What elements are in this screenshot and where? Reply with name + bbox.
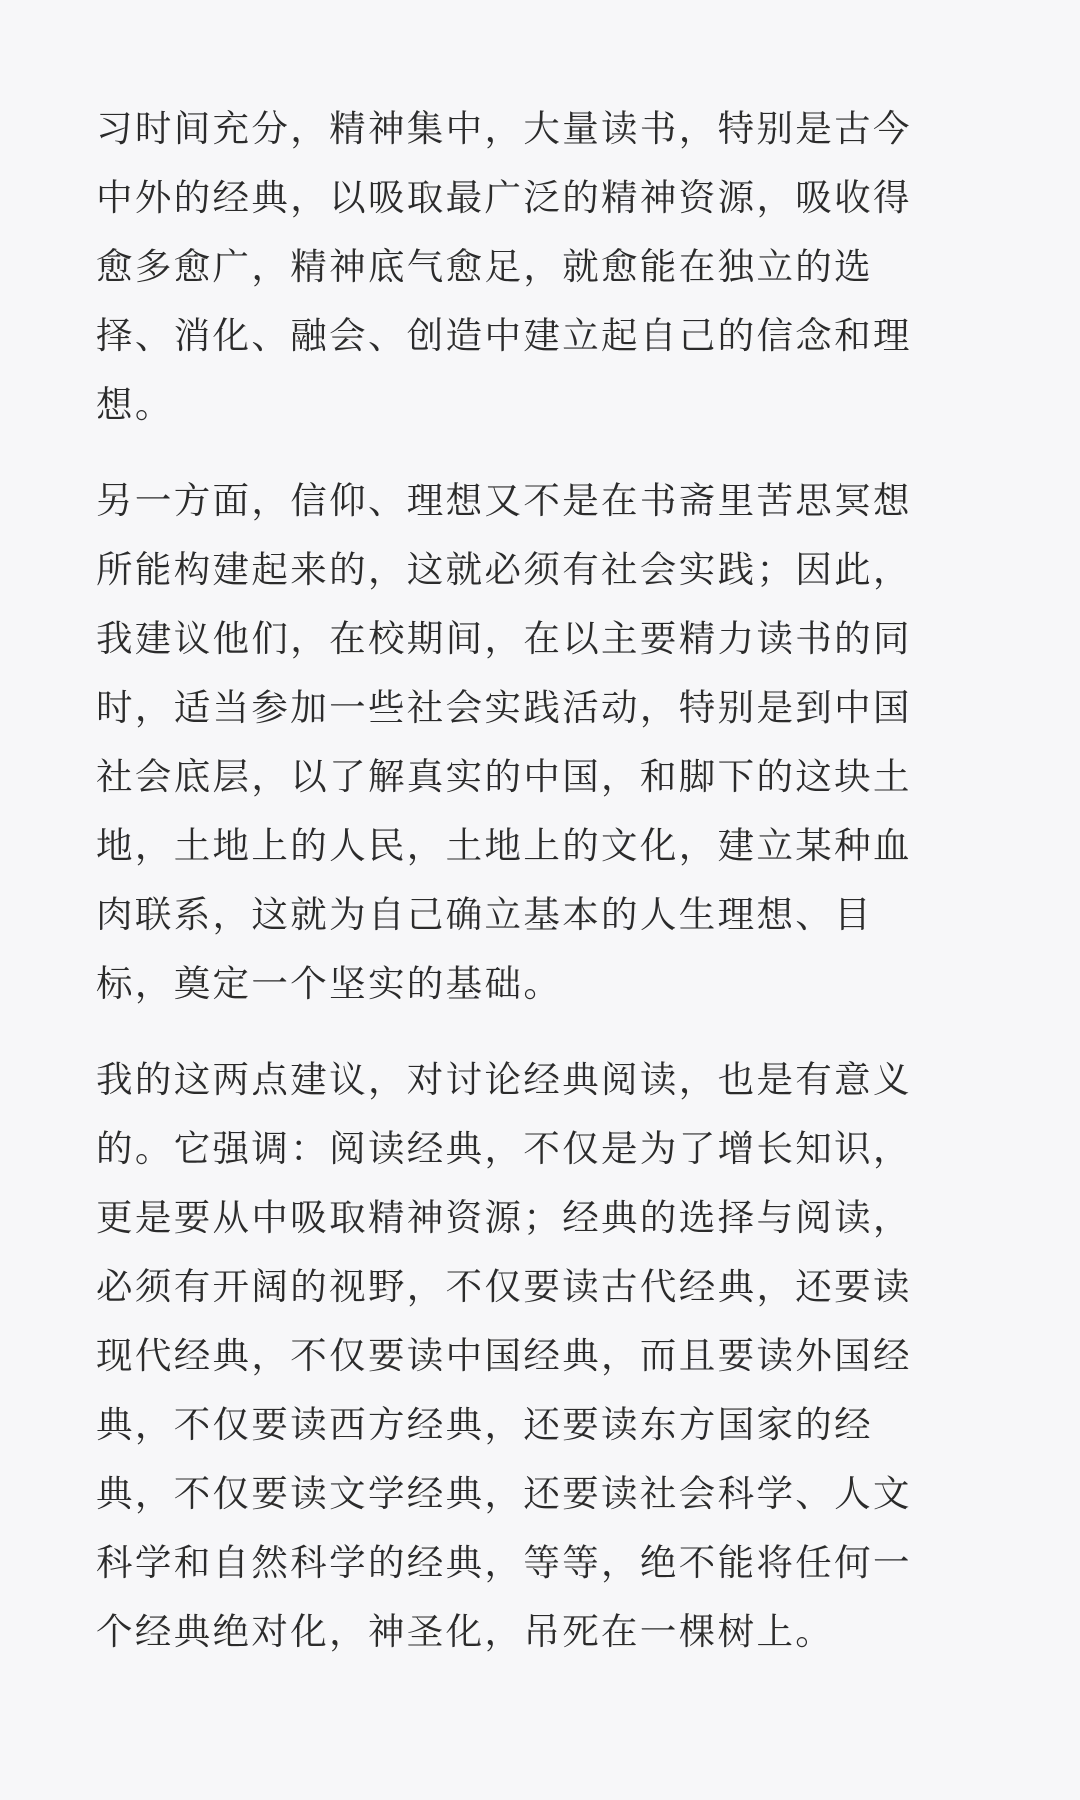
article-body [96, 94, 984, 1693]
text-line: 我的这两点建议，对讨论经典阅读，也是有意义 [96, 1058, 912, 1101]
text-line: 必须有开阔的视野，不仅要读古代经典，还要读 [96, 1265, 912, 1308]
text-line: 地，土地上的人民，土地上的文化，建立某种血 [96, 824, 912, 867]
text-line: 更是要从中吸取精神资源；经典的选择与阅读， [96, 1196, 912, 1239]
text-line: 择、消化、融会、创造中建立起自己的信念和理 [96, 314, 912, 357]
text-line: 想。 [96, 383, 174, 426]
text-line: 典，不仅要读文学经典，还要读社会科学、人文 [96, 1472, 912, 1515]
text-line: 习时间充分，精神集中，大量读书，特别是古今 [96, 107, 912, 150]
text-line: 我建议他们，在校期间，在以主要精力读书的同 [96, 617, 912, 660]
paragraph-1 [96, 94, 984, 439]
text-line: 现代经典，不仅要读中国经典，而且要读外国经 [96, 1334, 912, 1377]
text-line: 标，奠定一个坚实的基础。 [96, 962, 563, 1005]
text-line: 所能构建起来的，这就必须有社会实践；因此， [96, 548, 912, 591]
text-line: 另一方面，信仰、理想又不是在书斋里苦思冥想 [96, 479, 912, 522]
text-line: 时，适当参加一些社会实践活动，特别是到中国 [96, 686, 912, 729]
text-line: 的。它强调：阅读经典，不仅是为了增长知识， [96, 1127, 912, 1170]
text-line: 社会底层，以了解真实的中国，和脚下的这块土 [96, 755, 912, 798]
paragraph-3 [96, 1045, 984, 1666]
text-line: 科学和自然科学的经典，等等，绝不能将任何一 [96, 1541, 912, 1584]
text-line: 愈多愈广，精神底气愈足，就愈能在独立的选 [96, 245, 873, 288]
text-line: 中外的经典，以吸取最广泛的精神资源，吸收得 [96, 176, 912, 219]
paragraph-2 [96, 466, 984, 1018]
text-line: 个经典绝对化，神圣化，吊死在一棵树上。 [96, 1610, 835, 1653]
text-line: 肉联系，这就为自己确立基本的人生理想、目 [96, 893, 873, 936]
text-line: 典，不仅要读西方经典，还要读东方国家的经 [96, 1403, 873, 1446]
